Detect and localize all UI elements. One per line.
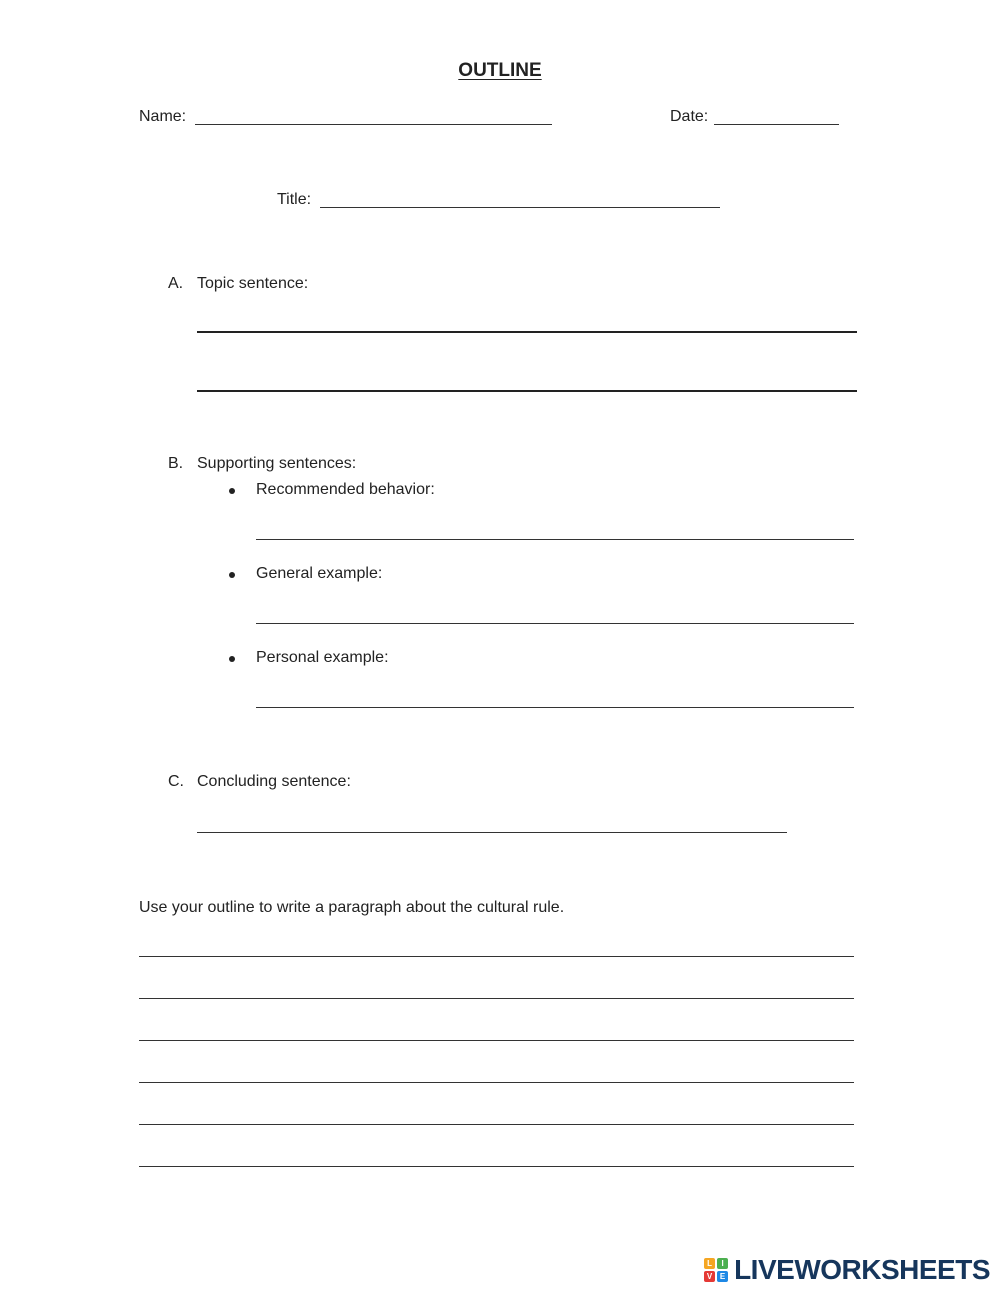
section-c-letter: C.: [168, 773, 184, 790]
section-b-label: Supporting sentences:: [197, 455, 357, 472]
concluding-line[interactable]: [197, 832, 787, 833]
bullet-icon: [229, 488, 235, 494]
date-line[interactable]: [714, 124, 839, 125]
general-line[interactable]: [256, 623, 854, 624]
topic-line-1[interactable]: [197, 331, 857, 333]
personal-line[interactable]: [256, 707, 854, 708]
logo-tile: E: [717, 1271, 728, 1282]
section-a-label: Topic sentence:: [197, 275, 309, 292]
topic-line-2[interactable]: [197, 390, 857, 392]
paragraph-line-2[interactable]: [139, 998, 854, 999]
logo-text: LIVEWORKSHEETS: [734, 1254, 990, 1285]
recommended-line[interactable]: [256, 539, 854, 540]
logo-tile: I: [717, 1258, 728, 1269]
paragraph-line-5[interactable]: [139, 1124, 854, 1125]
paragraph-line-1[interactable]: [139, 956, 854, 957]
bullet-icon: [229, 656, 235, 662]
title-label: Title:: [277, 191, 312, 208]
bullet-general-label: General example:: [256, 565, 383, 582]
bullet-recommended-label: Recommended behavior:: [256, 481, 435, 498]
bullet-icon: [229, 572, 235, 578]
logo-tile: V: [704, 1271, 715, 1282]
page-title: OUTLINE: [458, 60, 542, 81]
paragraph-instruction: Use your outline to write a paragraph about the cultural rule.: [139, 899, 565, 916]
liveworksheets-logo: [704, 1255, 990, 1285]
logo-tile: L: [704, 1258, 715, 1269]
paragraph-line-4[interactable]: [139, 1082, 854, 1083]
section-c-label: Concluding sentence:: [197, 773, 351, 790]
paragraph-line-6[interactable]: [139, 1166, 854, 1167]
name-line[interactable]: [195, 124, 552, 125]
paragraph-line-3[interactable]: [139, 1040, 854, 1041]
title-line[interactable]: [320, 207, 720, 208]
section-b-letter: B.: [168, 455, 184, 472]
bullet-personal-label: Personal example:: [256, 649, 389, 666]
logo-tiles-icon: [704, 1258, 728, 1282]
name-label: Name:: [139, 108, 187, 125]
section-a-letter: A.: [168, 275, 184, 292]
date-label: Date:: [670, 108, 709, 125]
